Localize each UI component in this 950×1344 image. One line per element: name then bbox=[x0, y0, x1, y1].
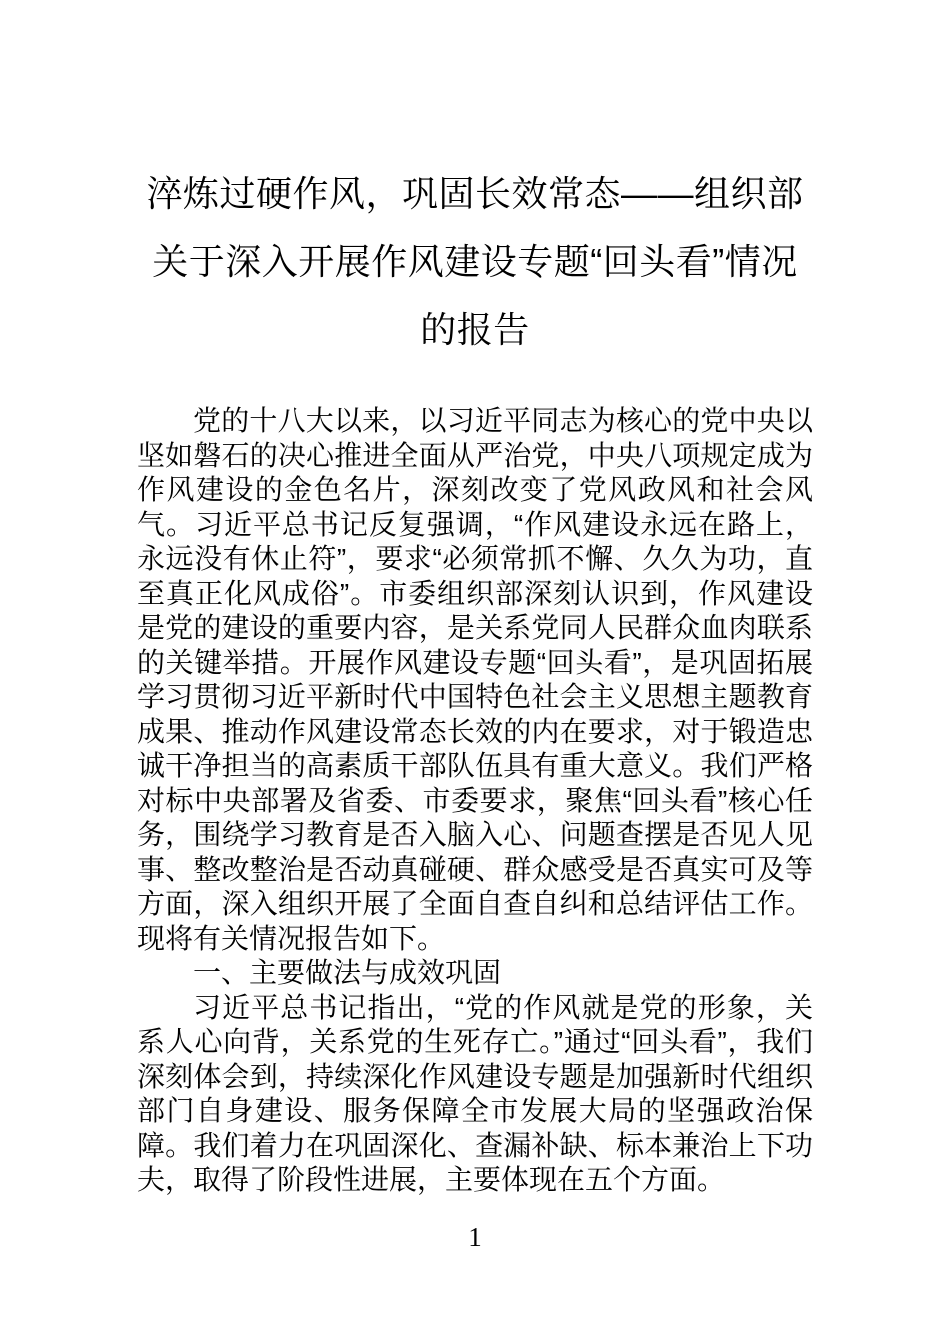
document-title: 淬炼过硬作风，巩固长效常态——组织部关于深入开展作风建设专题“回头看”情况的报告 bbox=[146, 173, 804, 350]
page-number: 1 bbox=[468, 1221, 482, 1252]
paragraph-section-1-intro: 习近平总书记指出，“党的作风就是党的形象，关系人心向背，关系党的生死存亡。”通过“回头看”，我们深刻体会到，持续深化作风建设专题是加强新时代组织部门自身建设、服务保障全市发展大局的坚强政治保障。我们着力在巩固深化、查漏补缺、标本兼治上下功夫，取得了阶段性进展，主要体现在五个方面。 bbox=[137, 991, 813, 1195]
document-body bbox=[137, 404, 813, 1198]
paragraph-intro: 党的十八大以来，以习近平同志为核心的党中央以坚如磐石的决心推进全面从严治党，中央八项规定成为作风建设的金色名片，深刻改变了党风政风和社会风气。习近平总书记反复强调，“作风建设永远在路上，永远没有休止符”，要求“必须常抓不懈、久久为功，直至真正化风成俗”。市委组织部深刻认识到，作风建设是党的建设的重要内容，是关系党同人民群众血肉联系的关键举措。开展作风建设专题“回头看”，是巩固拓展学习贯彻习近平新时代中国特色社会主义思想主题教育成果、推动作风建设常态长效的内在要求，对于锻造忠诚干净担当的高素质干部队伍具有重大意义。我们严格对标中央部署及省委、市委要求，聚焦“回头看”核心任务，围绕学习教育是否入脑入心、问题查摆是否见人见事、整改整治是否动真碰硬、群众感受是否真实可及等方面，深入组织开展了全面自查自纠和总结评估工作。现将有关情况报告如下。 bbox=[137, 405, 813, 954]
section-heading-1: 一、主要做法与成效巩固 bbox=[193, 957, 502, 988]
